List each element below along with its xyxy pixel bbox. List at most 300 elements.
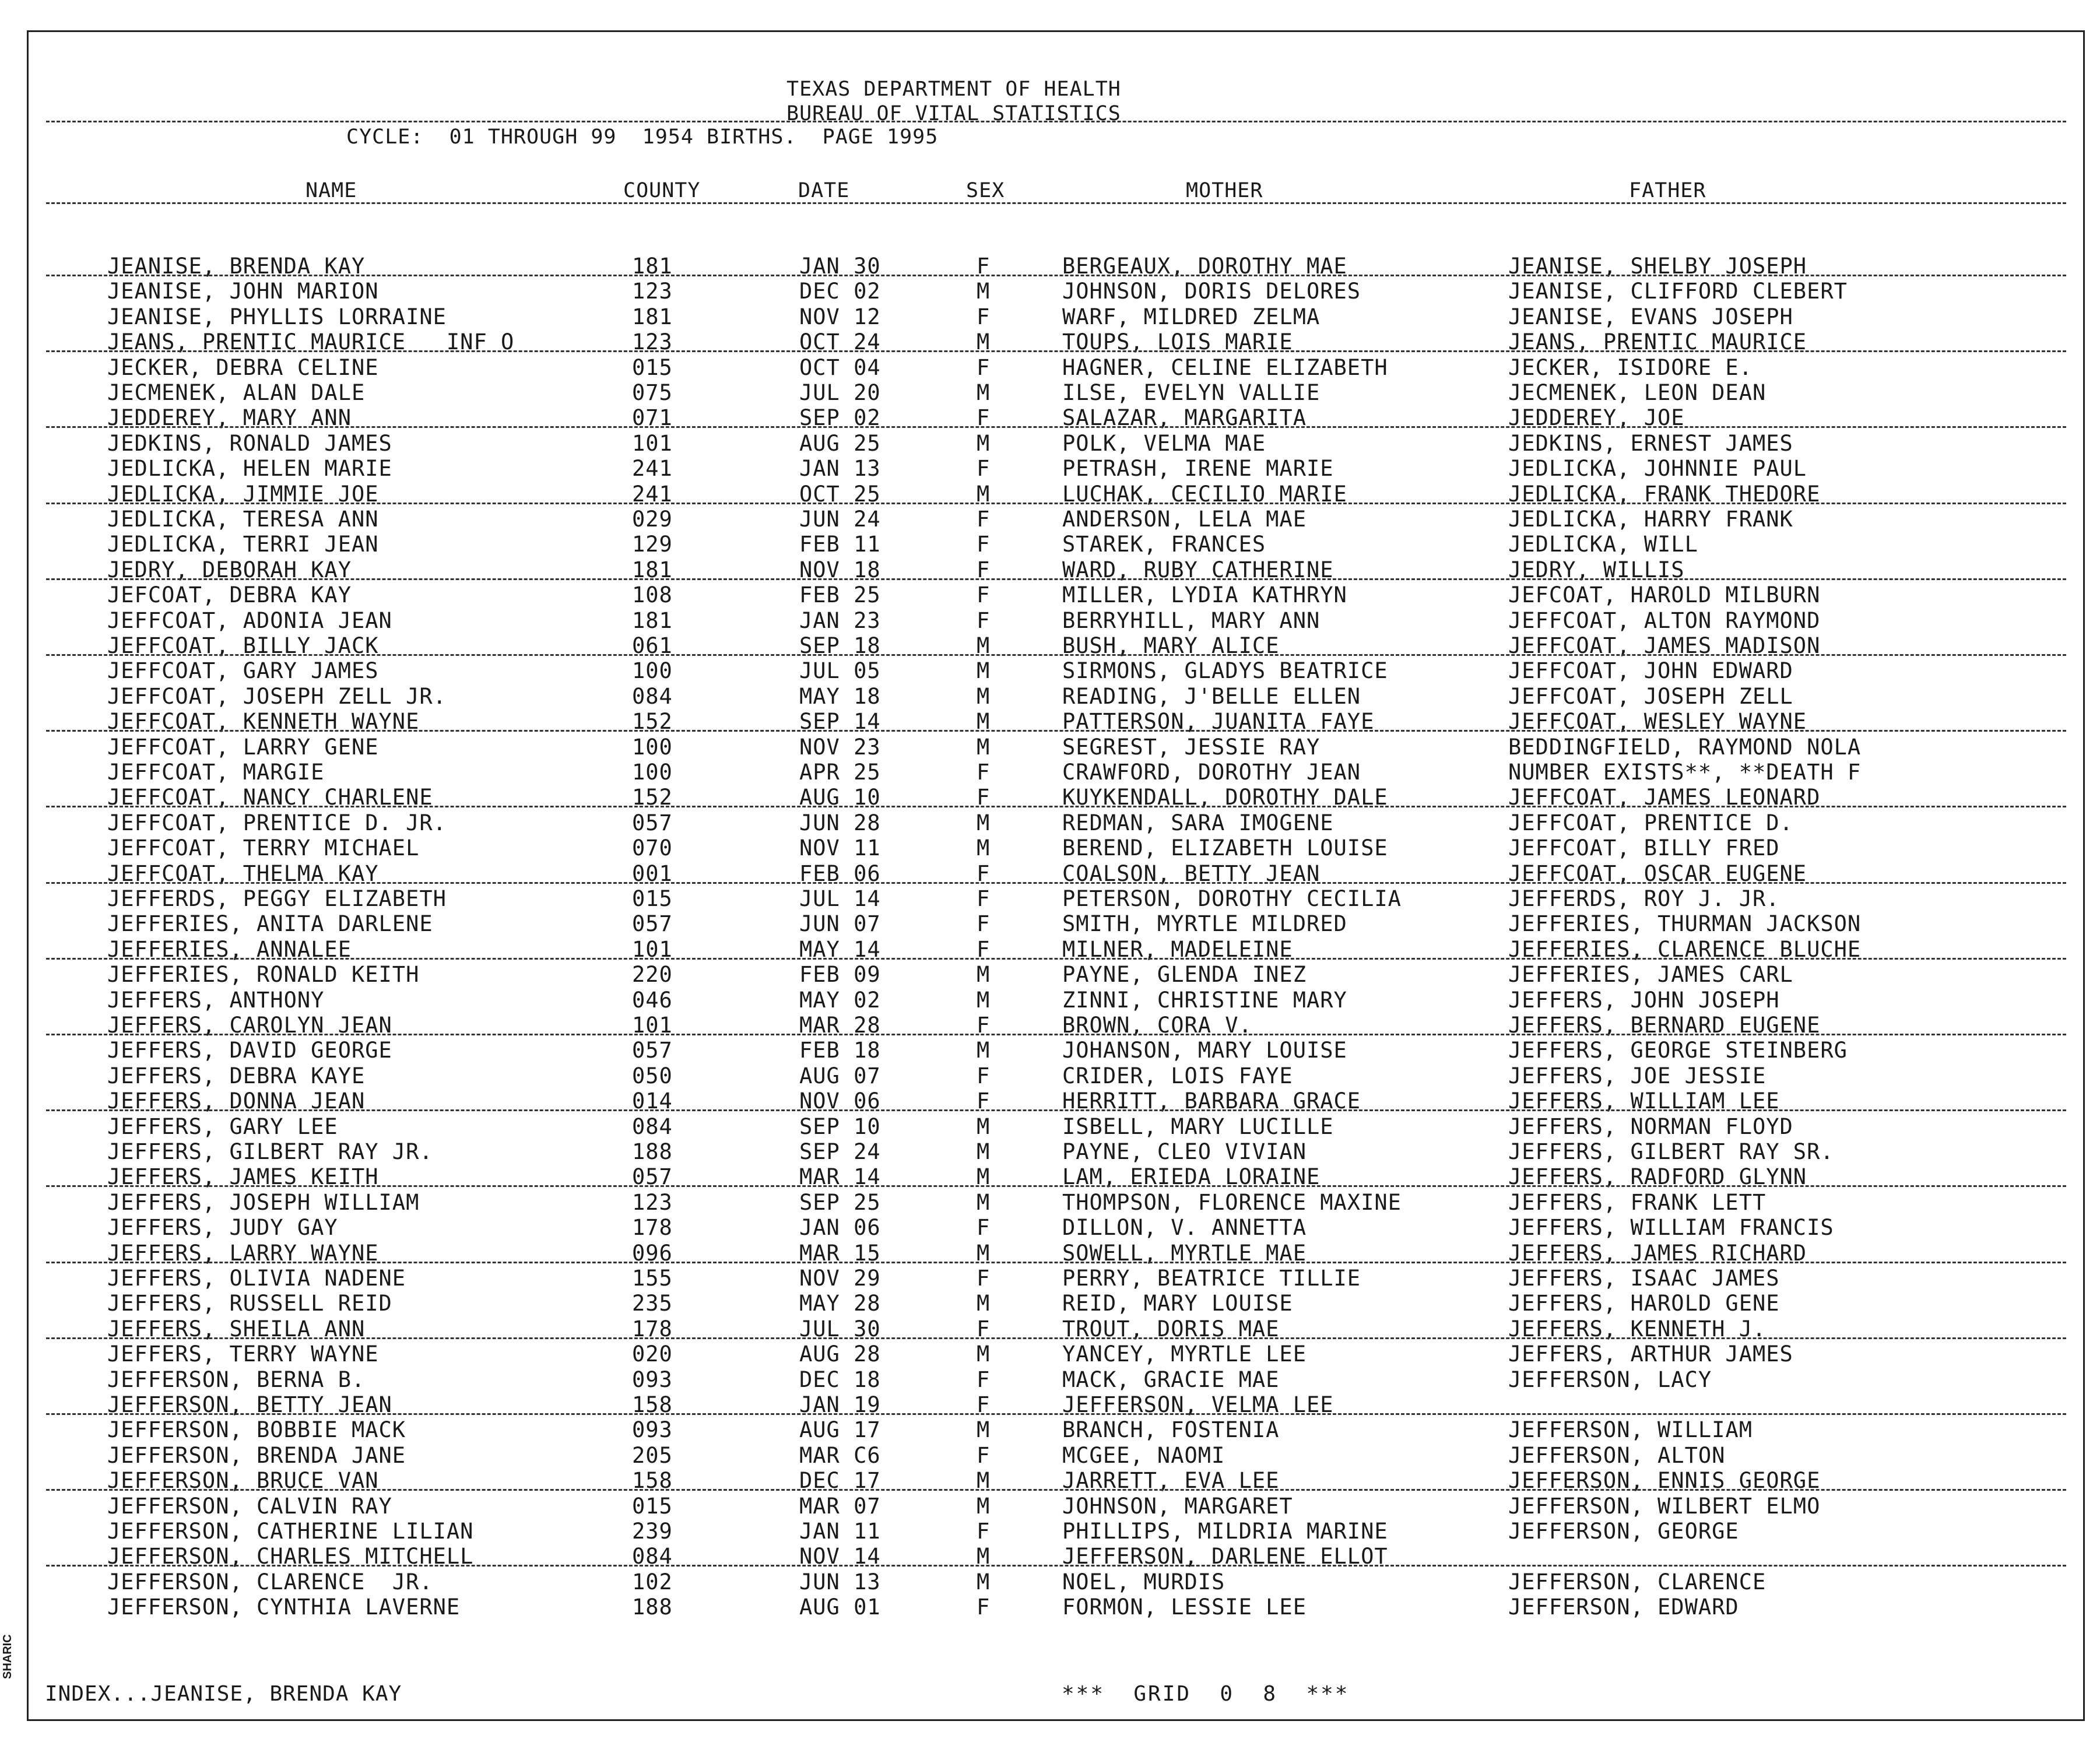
cell-sex: F — [977, 1215, 991, 1241]
cell-date: FEB 09 — [799, 962, 881, 988]
cell-date: MAY 28 — [799, 1291, 881, 1316]
table-row — [29, 1063, 2087, 1088]
cell-mother: MACK, GRACIE MAE — [1062, 1367, 1280, 1392]
cell-sex: M — [977, 709, 991, 735]
table-row — [29, 1595, 2087, 1620]
cell-name: JEFFERS, GILBERT RAY JR. — [107, 1139, 433, 1164]
cell-mother: ILSE, EVELYN VALLIE — [1062, 380, 1321, 405]
cell-date: FEB 11 — [799, 532, 881, 557]
cell-name: JEFFERS, SHEILA ANN — [107, 1316, 366, 1341]
cell-county: 181 — [632, 254, 673, 279]
cell-sex: M — [977, 810, 991, 835]
cell-date: JAN 19 — [799, 1392, 881, 1417]
column-header-date: DATE — [798, 179, 850, 202]
table-row — [29, 810, 2087, 835]
cell-sex: F — [977, 354, 991, 380]
cell-mother: PHILLIPS, MILDRIA MARINE — [1062, 1519, 1388, 1544]
cell-sex: F — [977, 557, 991, 582]
cell-name: JEFFCOAT, TERRY MICHAEL — [107, 835, 420, 861]
cell-county: 057 — [632, 911, 673, 937]
cell-sex: F — [977, 507, 991, 532]
cell-father: JEANISE, SHELBY JOSEPH — [1508, 254, 1807, 279]
cell-county: 101 — [632, 936, 673, 962]
cell-date: JUN 28 — [799, 810, 881, 835]
row-rule — [46, 1413, 2066, 1415]
table-row — [29, 1266, 2087, 1291]
cell-name: JEFFERIES, ANNALEE — [107, 936, 352, 962]
cell-date: NOV 29 — [799, 1266, 881, 1291]
cell-name: JEFFCOAT, ADONIA JEAN — [107, 607, 392, 633]
cell-county: 101 — [632, 430, 673, 456]
cell-sex: M — [977, 1544, 991, 1569]
header-rule — [46, 121, 2066, 122]
cell-sex: F — [977, 1088, 991, 1114]
cell-mother: BRANCH, FOSTENIA — [1062, 1417, 1280, 1443]
cell-sex: M — [977, 1493, 991, 1519]
row-rule — [46, 1337, 2066, 1339]
cell-county: 152 — [632, 709, 673, 735]
row-rule — [46, 806, 2066, 807]
cell-sex: M — [977, 835, 991, 861]
cell-mother: WARF, MILDRED ZELMA — [1062, 304, 1321, 329]
cell-father: JEFFERS, ISAAC JAMES — [1508, 1266, 1780, 1291]
table-row — [29, 1519, 2087, 1544]
cell-name: JECMENEK, ALAN DALE — [107, 380, 366, 405]
bureau-title: BUREAU OF VITAL STATISTICS — [786, 102, 1121, 125]
row-rule — [46, 654, 2066, 656]
row-rule — [46, 350, 2066, 352]
cell-name: JECKER, DEBRA CELINE — [107, 354, 379, 380]
cell-sex: F — [977, 456, 991, 482]
cell-sex: M — [977, 658, 991, 684]
cell-father: JEFFERIES, JAMES CARL — [1508, 962, 1793, 988]
table-row — [29, 1569, 2087, 1595]
cell-father: JEFFERDS, ROY J. JR. — [1508, 886, 1780, 911]
column-header-father: FATHER — [1629, 179, 1706, 202]
cell-mother: JOHNSON, DORIS DELORES — [1062, 279, 1361, 304]
table-row — [29, 886, 2087, 911]
cell-father: JEDLICKA, JOHNNIE PAUL — [1508, 456, 1807, 482]
cell-sex: F — [977, 1442, 991, 1468]
table-row — [29, 1215, 2087, 1240]
cell-date: AUG 07 — [799, 1063, 881, 1088]
cell-father: JEFFERS, GEORGE STEINBERG — [1508, 1038, 1848, 1063]
cell-father: JEFFERS, GILBERT RAY SR. — [1508, 1139, 1834, 1164]
cell-name: JEDDEREY, MARY ANN — [107, 405, 352, 431]
cell-sex: M — [977, 683, 991, 709]
cell-county: 015 — [632, 886, 673, 911]
cell-name: JEFFERIES, RONALD KEITH — [107, 962, 420, 988]
cell-sex: F — [977, 405, 991, 431]
table-row — [29, 431, 2087, 456]
cell-father: JEDRY, WILLIS — [1508, 557, 1685, 582]
table-row — [29, 380, 2087, 405]
cell-name: JEFFERS, ANTHONY — [107, 987, 325, 1013]
column-header-mother: MOTHER — [1186, 179, 1263, 202]
cell-county: 158 — [632, 1468, 673, 1494]
cell-date: MAR C6 — [799, 1442, 881, 1468]
cell-sex: M — [977, 1038, 991, 1063]
row-rule — [46, 578, 2066, 580]
cell-father: JEFFERIES, CLARENCE BLUCHE — [1508, 936, 1862, 962]
cell-name: JEFFERS, RUSSELL REID — [107, 1291, 392, 1316]
row-rule — [46, 1034, 2066, 1035]
cell-sex: F — [977, 1316, 991, 1341]
cell-name: JEFFERS, DAVID GEORGE — [107, 1038, 392, 1063]
cell-name: JEFFERSON, BOBBIE MACK — [107, 1417, 406, 1443]
cell-mother: JARRETT, EVA LEE — [1062, 1468, 1280, 1494]
cell-county: 015 — [632, 354, 673, 380]
cell-name: JEFFERS, JAMES KEITH — [107, 1164, 379, 1190]
cell-name: JEFFCOAT, JOSEPH ZELL JR. — [107, 683, 447, 709]
cell-date: APR 25 — [799, 760, 881, 785]
cell-name: JEDLICKA, TERRI JEAN — [107, 532, 379, 557]
cell-name: JEFFERIES, ANITA DARLENE — [107, 911, 433, 937]
cell-county: 188 — [632, 1595, 673, 1620]
cell-county: 061 — [632, 633, 673, 658]
cell-mother: COALSON, BETTY JEAN — [1062, 861, 1321, 886]
cell-father: JEANISE, CLIFFORD CLEBERT — [1508, 279, 1848, 304]
table-row — [29, 1114, 2087, 1139]
cell-name: JEFFCOAT, KENNETH WAYNE — [107, 709, 420, 735]
cell-name: JEDLICKA, TERESA ANN — [107, 507, 379, 532]
table-row — [29, 507, 2087, 532]
cell-sex: F — [977, 1519, 991, 1544]
cell-father: JEFFCOAT, JAMES MADISON — [1508, 633, 1821, 658]
cell-father: NUMBER EXISTS**, **DEATH F — [1508, 760, 1862, 785]
cell-date: JUL 05 — [799, 658, 881, 684]
cell-sex: M — [977, 633, 991, 658]
table-row — [29, 962, 2087, 987]
table-row — [29, 658, 2087, 683]
cell-county: 108 — [632, 582, 673, 608]
cell-name: JEFFERS, JOSEPH WILLIAM — [107, 1189, 420, 1215]
cell-name: JEFFCOAT, PRENTICE D. JR. — [107, 810, 447, 835]
table-row — [29, 1190, 2087, 1215]
table-row — [29, 456, 2087, 481]
cell-mother: HAGNER, CELINE ELIZABETH — [1062, 354, 1388, 380]
cell-name: JEFFCOAT, THELMA KAY — [107, 861, 379, 886]
cell-name: JEFFERS, CAROLYN JEAN — [107, 1013, 392, 1038]
cell-sex: F — [977, 1013, 991, 1038]
table-row — [29, 608, 2087, 633]
cell-mother: NOEL, MURDIS — [1062, 1569, 1225, 1595]
cell-father: JEFFCOAT, ALTON RAYMOND — [1508, 607, 1821, 633]
cell-father: JEFFERS, JAMES RICHARD — [1508, 1240, 1807, 1266]
cell-father: JEFFERS, FRANK LETT — [1508, 1189, 1767, 1215]
cell-sex: F — [977, 254, 991, 279]
cell-sex: M — [977, 329, 991, 355]
cell-county: 084 — [632, 683, 673, 709]
cell-county: 075 — [632, 380, 673, 405]
cell-date: JUL 30 — [799, 1316, 881, 1341]
cell-father: JEFFCOAT, OSCAR EUGENE — [1508, 861, 1807, 886]
cell-name: JEDLICKA, HELEN MARIE — [107, 456, 392, 482]
cell-date: NOV 23 — [799, 734, 881, 760]
cell-sex: M — [977, 1139, 991, 1164]
cell-name: JEANISE, JOHN MARION — [107, 279, 379, 304]
cell-father: JEFFERSON, CLARENCE — [1508, 1569, 1767, 1595]
cell-mother: STAREK, FRANCES — [1062, 532, 1266, 557]
cell-county: 070 — [632, 835, 673, 861]
cell-mother: JOHNSON, MARGARET — [1062, 1493, 1293, 1519]
cell-mother: WARD, RUBY CATHERINE — [1062, 557, 1334, 582]
cell-county: 015 — [632, 1493, 673, 1519]
cell-county: 178 — [632, 1215, 673, 1241]
cell-sex: M — [977, 987, 991, 1013]
cell-mother: ISBELL, MARY LUCILLE — [1062, 1114, 1334, 1139]
cell-sex: F — [977, 1392, 991, 1417]
cell-county: 220 — [632, 962, 673, 988]
cell-date: JAN 13 — [799, 456, 881, 482]
cell-mother: REDMAN, SARA IMOGENE — [1062, 810, 1334, 835]
cell-sex: F — [977, 886, 991, 911]
cell-county: 093 — [632, 1417, 673, 1443]
cell-date: DEC 18 — [799, 1367, 881, 1392]
cell-sex: F — [977, 760, 991, 785]
cell-county: 181 — [632, 557, 673, 582]
cell-mother: PETRASH, IRENE MARIE — [1062, 456, 1334, 482]
cell-date: AUG 10 — [799, 785, 881, 810]
row-rule — [46, 730, 2066, 732]
cell-mother: SIRMONS, GLADYS BEATRICE — [1062, 658, 1388, 684]
cell-name: JEFFERSON, CYNTHIA LAVERNE — [107, 1595, 461, 1620]
cell-name: JEFFCOAT, NANCY CHARLENE — [107, 785, 433, 810]
footer-grid: *** GRID 0 8 *** — [1062, 1682, 1350, 1706]
cell-sex: M — [977, 430, 991, 456]
cell-mother: HERRITT, BARBARA GRACE — [1062, 1088, 1361, 1114]
table-row — [29, 1417, 2087, 1442]
cell-county: 158 — [632, 1392, 673, 1417]
cell-date: AUG 17 — [799, 1417, 881, 1443]
cell-sex: F — [977, 1063, 991, 1088]
cell-sex: M — [977, 1164, 991, 1190]
cell-father: JEDLICKA, HARRY FRANK — [1508, 507, 1793, 532]
cell-name: JEFFERSON, CHARLES MITCHELL — [107, 1544, 474, 1569]
cell-sex: M — [977, 279, 991, 304]
cell-date: MAY 18 — [799, 683, 881, 709]
table-row — [29, 835, 2087, 861]
cell-date: FEB 18 — [799, 1038, 881, 1063]
row-rule — [46, 426, 2066, 428]
cell-father: JEDLICKA, FRANK THEDORE — [1508, 481, 1821, 507]
cell-date: SEP 14 — [799, 709, 881, 735]
row-rule — [46, 958, 2066, 960]
cell-date: SEP 02 — [799, 405, 881, 431]
cell-county: 241 — [632, 481, 673, 507]
cell-sex: F — [977, 1367, 991, 1392]
cell-sex: F — [977, 532, 991, 557]
cell-father: JEFFERSON, WILBERT ELMO — [1508, 1493, 1821, 1519]
column-header-rule — [46, 202, 2066, 204]
cell-mother: BROWN, CORA V. — [1062, 1013, 1252, 1038]
cell-date: MAY 02 — [799, 987, 881, 1013]
cell-father: JEDLICKA, WILL — [1508, 532, 1698, 557]
cell-mother: REID, MARY LOUISE — [1062, 1291, 1293, 1316]
row-rule — [46, 275, 2066, 276]
cell-date: MAR 28 — [799, 1013, 881, 1038]
cell-sex: F — [977, 582, 991, 608]
cell-mother: LUCHAK, CECILIO MARIE — [1062, 481, 1347, 507]
cell-mother: FORMON, LESSIE LEE — [1062, 1595, 1307, 1620]
table-row — [29, 684, 2087, 709]
cell-county: 057 — [632, 1038, 673, 1063]
cell-county: 123 — [632, 1189, 673, 1215]
row-rule — [46, 1489, 2066, 1491]
cell-mother: JEFFERSON, VELMA LEE — [1062, 1392, 1334, 1417]
cell-county: 178 — [632, 1316, 673, 1341]
cell-county: 188 — [632, 1139, 673, 1164]
cell-date: NOV 12 — [799, 304, 881, 329]
cell-date: FEB 25 — [799, 582, 881, 608]
cell-mother: BEREND, ELIZABETH LOUISE — [1062, 835, 1388, 861]
cell-name: JEFFCOAT, MARGIE — [107, 760, 325, 785]
cell-date: MAR 15 — [799, 1240, 881, 1266]
cell-mother: TOUPS, LOIS MARIE — [1062, 329, 1293, 355]
cell-name: JEFFERSON, BETTY JEAN — [107, 1392, 392, 1417]
cell-mother: JEFFERSON, DARLENE ELLOT — [1062, 1544, 1388, 1569]
cell-county: 084 — [632, 1114, 673, 1139]
cell-name: JEDKINS, RONALD JAMES — [107, 430, 392, 456]
cell-date: AUG 25 — [799, 430, 881, 456]
cell-county: 020 — [632, 1341, 673, 1367]
cell-name: JEANS, PRENTIC MAURICE INF O — [107, 329, 515, 355]
cell-sex: M — [977, 1417, 991, 1443]
cell-mother: PATTERSON, JUANITA FAYE — [1062, 709, 1375, 735]
cell-name: JEFFERDS, PEGGY ELIZABETH — [107, 886, 447, 911]
cell-mother: MCGEE, NAOMI — [1062, 1442, 1225, 1468]
cell-county: 181 — [632, 607, 673, 633]
cell-mother: BERGEAUX, DOROTHY MAE — [1062, 254, 1347, 279]
cell-mother: PAYNE, GLENDA INEZ — [1062, 962, 1307, 988]
cell-mother: CRIDER, LOIS FAYE — [1062, 1063, 1293, 1088]
cell-father: JEFFCOAT, WESLEY WAYNE — [1508, 709, 1807, 735]
cell-father: JEFFCOAT, JOHN EDWARD — [1508, 658, 1793, 684]
cell-county: 205 — [632, 1442, 673, 1468]
cell-mother: PAYNE, CLEO VIVIAN — [1062, 1139, 1307, 1164]
cell-sex: M — [977, 734, 991, 760]
cell-county: 239 — [632, 1519, 673, 1544]
cell-father: JEFFERSON, LACY — [1508, 1367, 1712, 1392]
agency-title: TEXAS DEPARTMENT OF HEALTH — [786, 78, 1121, 101]
cell-mother: SOWELL, MYRTLE MAE — [1062, 1240, 1307, 1266]
table-row — [29, 911, 2087, 936]
cell-father: JEFFCOAT, JAMES LEONARD — [1508, 785, 1821, 810]
cell-sex: F — [977, 607, 991, 633]
cell-county: 096 — [632, 1240, 673, 1266]
column-header-name: NAME — [305, 179, 357, 202]
cell-father: JEFFERIES, THURMAN JACKSON — [1508, 911, 1862, 937]
cell-name: JEFFERSON, CATHERINE LILIAN — [107, 1519, 474, 1544]
cell-name: JEDRY, DEBORAH KAY — [107, 557, 352, 582]
cell-county: 057 — [632, 810, 673, 835]
cell-date: JUN 24 — [799, 507, 881, 532]
cell-name: JEFFERSON, CLARENCE JR. — [107, 1569, 433, 1595]
cell-date: JUN 13 — [799, 1569, 881, 1595]
cell-father: JEFFCOAT, BILLY FRED — [1508, 835, 1780, 861]
cell-county: 129 — [632, 532, 673, 557]
cell-county: 100 — [632, 760, 673, 785]
cell-name: JEFCOAT, DEBRA KAY — [107, 582, 352, 608]
cell-mother: MILLER, LYDIA KATHRYN — [1062, 582, 1347, 608]
column-header-county: COUNTY — [623, 179, 701, 202]
cell-sex: M — [977, 1189, 991, 1215]
cell-date: OCT 25 — [799, 481, 881, 507]
cell-sex: M — [977, 481, 991, 507]
cell-county: 100 — [632, 658, 673, 684]
cell-mother: PETERSON, DOROTHY CECILIA — [1062, 886, 1402, 911]
table-row — [29, 532, 2087, 557]
table-row — [29, 355, 2087, 380]
cell-county: 093 — [632, 1367, 673, 1392]
cell-name: JEFFERSON, BRENDA JANE — [107, 1442, 406, 1468]
cell-date: MAR 14 — [799, 1164, 881, 1190]
cell-county: 001 — [632, 861, 673, 886]
cell-mother: BUSH, MARY ALICE — [1062, 633, 1280, 658]
cell-name: JEFFERS, DEBRA KAYE — [107, 1063, 366, 1088]
cell-father: JEFFERSON, WILLIAM — [1508, 1417, 1753, 1443]
cell-name: JEFFERS, LARRY WAYNE — [107, 1240, 379, 1266]
cell-county: 155 — [632, 1266, 673, 1291]
cell-father: JEANS, PRENTIC MAURICE — [1508, 329, 1807, 355]
cell-mother: SMITH, MYRTLE MILDRED — [1062, 911, 1347, 937]
cell-sex: M — [977, 1468, 991, 1494]
table-row — [29, 760, 2087, 785]
table-row — [29, 1291, 2087, 1316]
cell-county: 123 — [632, 279, 673, 304]
table-row — [29, 1443, 2087, 1468]
row-rule — [46, 1185, 2066, 1187]
cell-date: OCT 04 — [799, 354, 881, 380]
cell-date: JUL 20 — [799, 380, 881, 405]
footer-index: INDEX...JEANISE, BRENDA KAY — [45, 1682, 402, 1706]
cell-sex: M — [977, 1291, 991, 1316]
cell-county: 014 — [632, 1088, 673, 1114]
row-rule — [46, 1109, 2066, 1111]
cell-sex: M — [977, 1341, 991, 1367]
cell-date: MAY 14 — [799, 936, 881, 962]
cell-county: 123 — [632, 329, 673, 355]
cell-father: JEFFERS, JOE JESSIE — [1508, 1063, 1767, 1088]
cell-father: JEFFERSON, EDWARD — [1508, 1595, 1739, 1620]
column-header-sex: SEX — [966, 179, 1005, 202]
cell-mother: SEGREST, JESSIE RAY — [1062, 734, 1321, 760]
cell-mother: ZINNI, CHRISTINE MARY — [1062, 987, 1347, 1013]
table-row — [29, 279, 2087, 304]
cell-sex: F — [977, 936, 991, 962]
cell-date: JUL 14 — [799, 886, 881, 911]
row-rule — [46, 1262, 2066, 1263]
cell-name: JEANISE, BRENDA KAY — [107, 254, 366, 279]
cell-father: JECMENEK, LEON DEAN — [1508, 380, 1767, 405]
cell-name: JEFFERSON, CALVIN RAY — [107, 1493, 392, 1519]
cell-sex: M — [977, 380, 991, 405]
cell-mother: POLK, VELMA MAE — [1062, 430, 1266, 456]
cell-mother: TROUT, DORIS MAE — [1062, 1316, 1280, 1341]
cell-name: JEDLICKA, JIMMIE JOE — [107, 481, 379, 507]
cell-date: NOV 14 — [799, 1544, 881, 1569]
cell-mother: PERRY, BEATRICE TILLIE — [1062, 1266, 1361, 1291]
table-row — [29, 1139, 2087, 1164]
cell-mother: DILLON, V. ANNETTA — [1062, 1215, 1307, 1241]
cell-date: SEP 10 — [799, 1114, 881, 1139]
cell-county: 152 — [632, 785, 673, 810]
cell-father: JEFFERS, WILLIAM LEE — [1508, 1088, 1780, 1114]
cell-father: JEFFERS, RADFORD GLYNN — [1508, 1164, 1807, 1190]
cell-date: JAN 23 — [799, 607, 881, 633]
cell-mother: ANDERSON, LELA MAE — [1062, 507, 1307, 532]
cell-county: 050 — [632, 1063, 673, 1088]
